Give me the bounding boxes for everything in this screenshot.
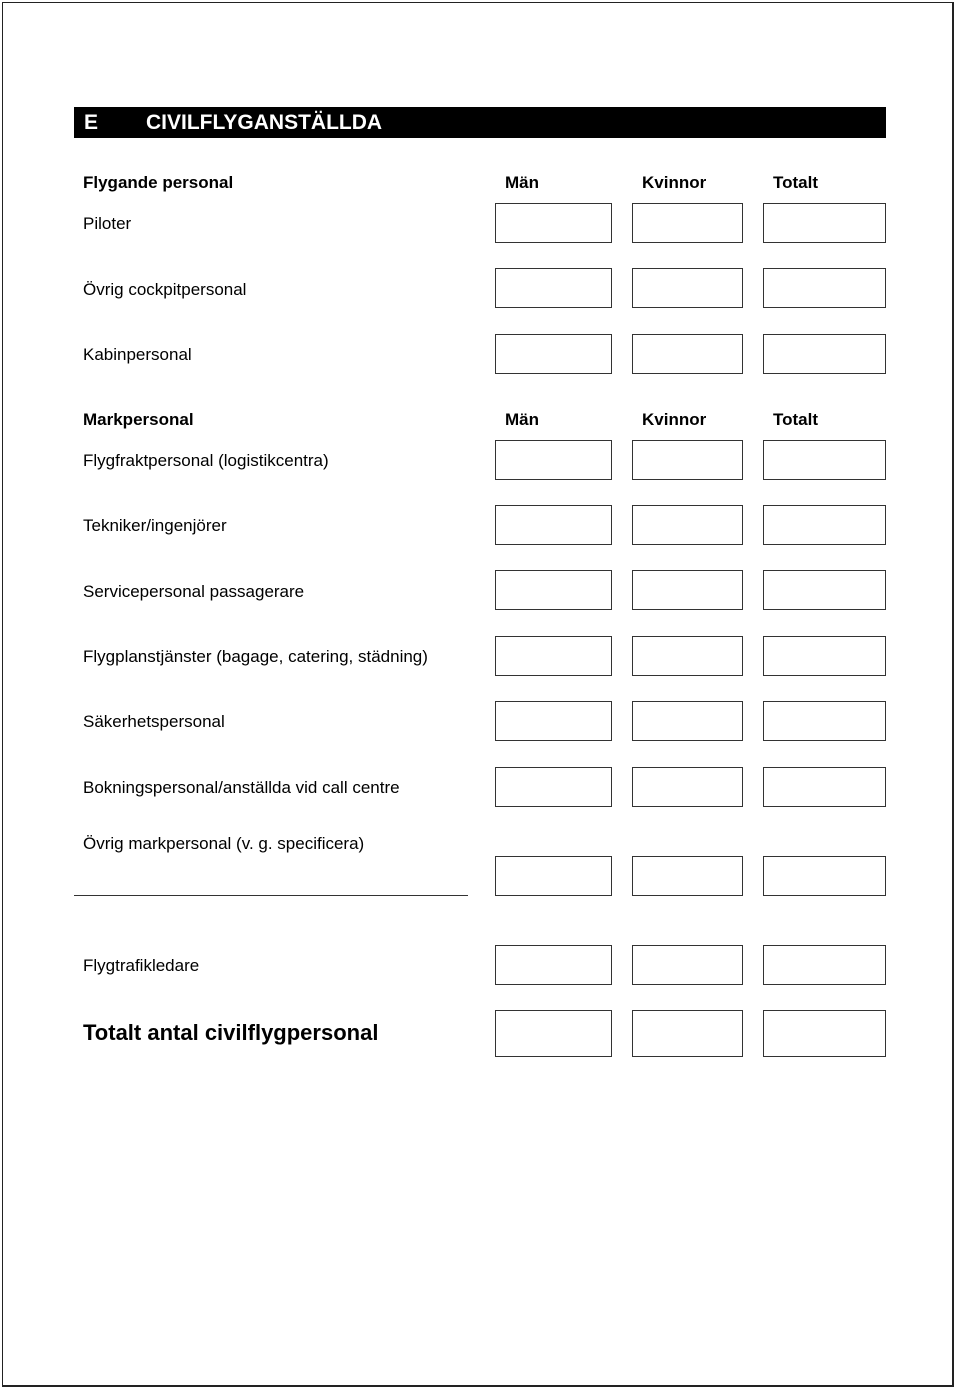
row-label-booking-staff: Bokningspersonal/anställda vid call centre xyxy=(83,778,400,797)
technicians-men-field[interactable] xyxy=(495,505,612,545)
booking-staff-men-field[interactable] xyxy=(495,767,612,807)
flying-personnel-heading: Flygande personal xyxy=(83,173,234,192)
other-cockpit-men-field[interactable] xyxy=(495,268,612,308)
air-cargo-total-field[interactable] xyxy=(763,440,886,480)
pilots-women-field[interactable] xyxy=(632,203,743,243)
row-label-cabin-crew: Kabinpersonal xyxy=(83,345,192,364)
row-label-other-ground: Övrig markpersonal (v. g. specificera) xyxy=(83,834,365,853)
section-title: CIVILFLYGANSTÄLLDA xyxy=(146,111,383,134)
row-label-technicians: Tekniker/ingenjörer xyxy=(83,516,227,535)
row-label-security: Säkerhetspersonal xyxy=(83,712,225,731)
column-header-men: Män xyxy=(505,410,539,429)
atc-total-field[interactable] xyxy=(763,945,886,985)
aircraft-services-women-field[interactable] xyxy=(632,636,743,676)
section-header xyxy=(74,107,886,138)
other-ground-men-field[interactable] xyxy=(495,856,612,896)
passenger-service-women-field[interactable] xyxy=(632,570,743,610)
other-cockpit-total-field[interactable] xyxy=(763,268,886,308)
booking-staff-women-field[interactable] xyxy=(632,767,743,807)
booking-staff-total-field[interactable] xyxy=(763,767,886,807)
total-women-field[interactable] xyxy=(632,1010,743,1057)
pilots-men-field[interactable] xyxy=(495,203,612,243)
aircraft-services-men-field[interactable] xyxy=(495,636,612,676)
technicians-total-field[interactable] xyxy=(763,505,886,545)
total-total-field[interactable] xyxy=(763,1010,886,1057)
security-women-field[interactable] xyxy=(632,701,743,741)
other-cockpit-women-field[interactable] xyxy=(632,268,743,308)
ground-personnel-heading: Markpersonal xyxy=(83,410,194,429)
pilots-total-field[interactable] xyxy=(763,203,886,243)
security-total-field[interactable] xyxy=(763,701,886,741)
column-header-women: Kvinnor xyxy=(642,173,707,192)
atc-men-field[interactable] xyxy=(495,945,612,985)
cabin-crew-men-field[interactable] xyxy=(495,334,612,374)
air-cargo-women-field[interactable] xyxy=(632,440,743,480)
row-label-air-traffic-controllers: Flygtrafikledare xyxy=(83,956,200,975)
row-label-air-cargo: Flygfraktpersonal (logistikcentra) xyxy=(83,451,329,470)
cabin-crew-women-field[interactable] xyxy=(632,334,743,374)
air-cargo-men-field[interactable] xyxy=(495,440,612,480)
technicians-women-field[interactable] xyxy=(632,505,743,545)
row-label-passenger-service: Servicepersonal passagerare xyxy=(83,582,305,601)
total-men-field[interactable] xyxy=(495,1010,612,1057)
column-header-total: Totalt xyxy=(773,173,819,192)
security-men-field[interactable] xyxy=(495,701,612,741)
aircraft-services-total-field[interactable] xyxy=(763,636,886,676)
other-ground-total-field[interactable] xyxy=(763,856,886,896)
atc-women-field[interactable] xyxy=(632,945,743,985)
section-letter: E xyxy=(84,111,99,134)
row-label-aircraft-services: Flygplanstjänster (bagage, catering, städning) xyxy=(83,647,428,666)
cabin-crew-total-field[interactable] xyxy=(763,334,886,374)
passenger-service-men-field[interactable] xyxy=(495,570,612,610)
specify-line[interactable] xyxy=(74,895,468,896)
total-label: Totalt antal civilflygpersonal xyxy=(83,1020,379,1045)
column-header-men: Män xyxy=(505,173,539,192)
column-header-total: Totalt xyxy=(773,410,819,429)
row-label-other-cockpit: Övrig cockpitpersonal xyxy=(83,280,247,299)
other-ground-women-field[interactable] xyxy=(632,856,743,896)
passenger-service-total-field[interactable] xyxy=(763,570,886,610)
column-header-women: Kvinnor xyxy=(642,410,707,429)
row-label-pilots: Piloter xyxy=(83,214,132,233)
